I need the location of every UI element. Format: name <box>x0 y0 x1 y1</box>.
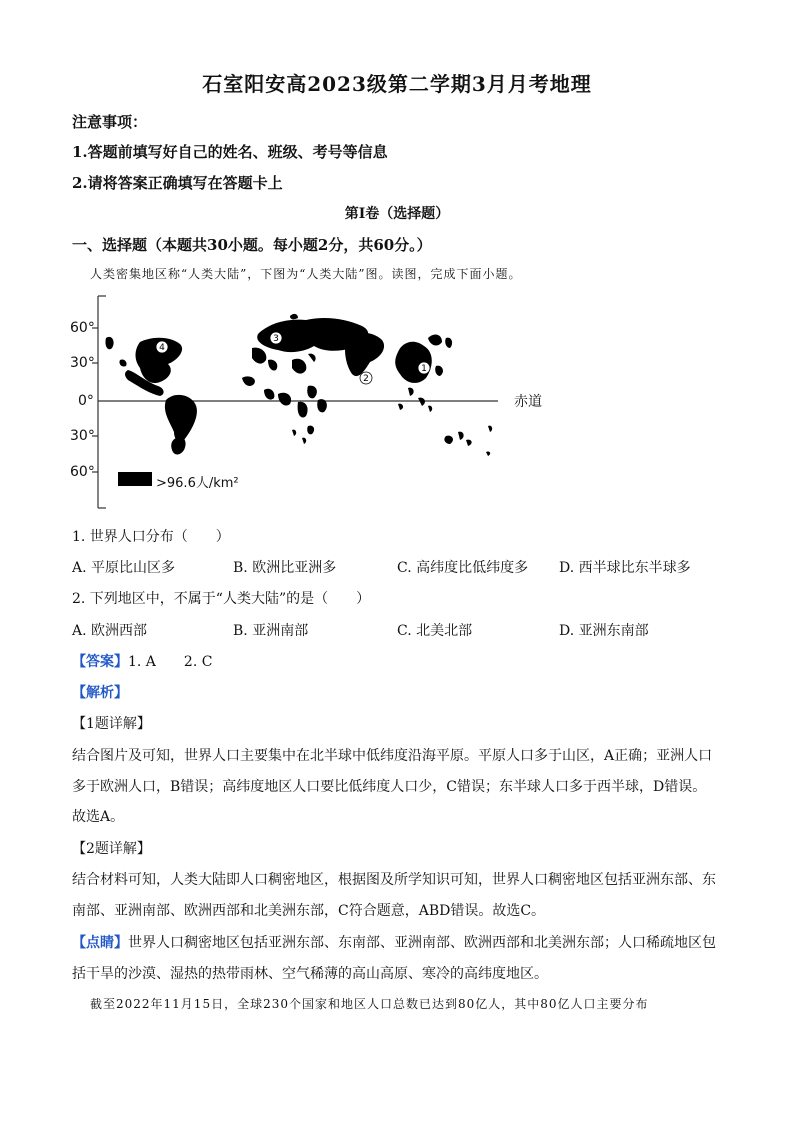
detail-2-heading: 【2题详解】 <box>72 841 151 857</box>
human-continent-map <box>62 290 542 515</box>
tip-line: 括干旱的沙漠、湿热的热带雨林、空气稀薄的高山高原、寒冷的高纬度地区。 <box>72 966 548 982</box>
question-2-option: B. 亚洲南部 <box>233 623 309 639</box>
volume-heading: 第I卷（选择题） <box>344 206 450 222</box>
detail-1-line: 结合图片及可知，世界人口主要集中在北半球中低纬度沿海平原。平原人口多于山区，A正确；亚洲人口 <box>72 748 713 764</box>
marker-4-label: 4 <box>159 343 165 353</box>
answer-tag: 【答案】 <box>72 654 128 670</box>
marker-3-label: 3 <box>273 334 279 344</box>
answer-text: 1. A 2. C <box>128 654 213 670</box>
tip-tag: 【点睛】 <box>72 935 128 951</box>
question-1-option: C. 高纬度比低纬度多 <box>397 560 529 576</box>
question-intro: 人类密集地区称“人类大陆”，下图为“人类大陆”图。读图，完成下面小题。 <box>90 267 522 281</box>
detail-1-heading: 【1题详解】 <box>72 716 151 732</box>
lat-label: 30° <box>70 355 95 371</box>
lat-label: 60° <box>70 320 95 336</box>
lat-label: 60° <box>70 464 95 480</box>
question-2-option: D. 亚洲东南部 <box>559 623 649 639</box>
detail-1-line: 故选A。 <box>72 809 125 825</box>
notice-item: 1.答题前填写好自己的姓名、班级、考号等信息 <box>72 143 388 161</box>
question-2-option: C. 北美北部 <box>397 623 473 639</box>
legend-label: >96.6人/km² <box>156 476 239 491</box>
analysis-tag: 【解析】 <box>72 685 128 701</box>
marker-2-label: 2 <box>363 374 369 384</box>
tip-line: 世界人口稠密地区包括亚洲东部、东南部、亚洲南部、欧洲西部和北美洲东部；人口稀疏地区包 <box>128 935 716 951</box>
equator-label: 赤道 <box>514 394 542 410</box>
section-heading: 一、选择题（本题共30小题。每小题2分，共60分。） <box>72 236 432 254</box>
detail-2-line: 南部、亚洲南部、欧洲西部和北美洲东部，C符合题意，ABD错误。故选C。 <box>72 903 546 919</box>
notice-heading: 注意事项： <box>72 113 148 131</box>
question-2-stem: 2. 下列地区中，不属于“人类大陆”的是（ ） <box>72 591 371 607</box>
dense-population-areas <box>105 314 492 486</box>
legend-swatch <box>118 472 152 486</box>
lat-label: 30° <box>70 428 95 444</box>
question-1-option: A. 平原比山区多 <box>72 560 176 576</box>
lat-label: 0° <box>78 393 94 409</box>
marker-1-label: 1 <box>421 364 427 374</box>
question-1-option: B. 欧洲比亚洲多 <box>233 560 337 576</box>
question-2-option: A. 欧洲西部 <box>72 623 148 639</box>
detail-1-line: 多于欧洲人口，B错误；高纬度地区人口要比低纬度人口少，C错误；东半球人口多于西半球，D错误。 <box>72 779 707 795</box>
next-question-intro: 截至2022年11月15日，全球230个国家和地区人口总数已达到80亿人，其中80亿人口主要分布 <box>90 997 649 1011</box>
question-1-stem: 1. 世界人口分布（ ） <box>72 529 230 545</box>
notice-item: 2.请将答案正确填写在答题卡上 <box>72 174 283 192</box>
question-1-option: D. 西半球比东半球多 <box>559 560 691 576</box>
page-title: 石室阳安高2023级第二学期3月月考地理 <box>202 72 592 96</box>
detail-2-line: 结合材料可知，人类大陆即人口稠密地区，根据图及所学知识可知，世界人口稠密地区包括亚洲东部、东 <box>72 872 716 888</box>
